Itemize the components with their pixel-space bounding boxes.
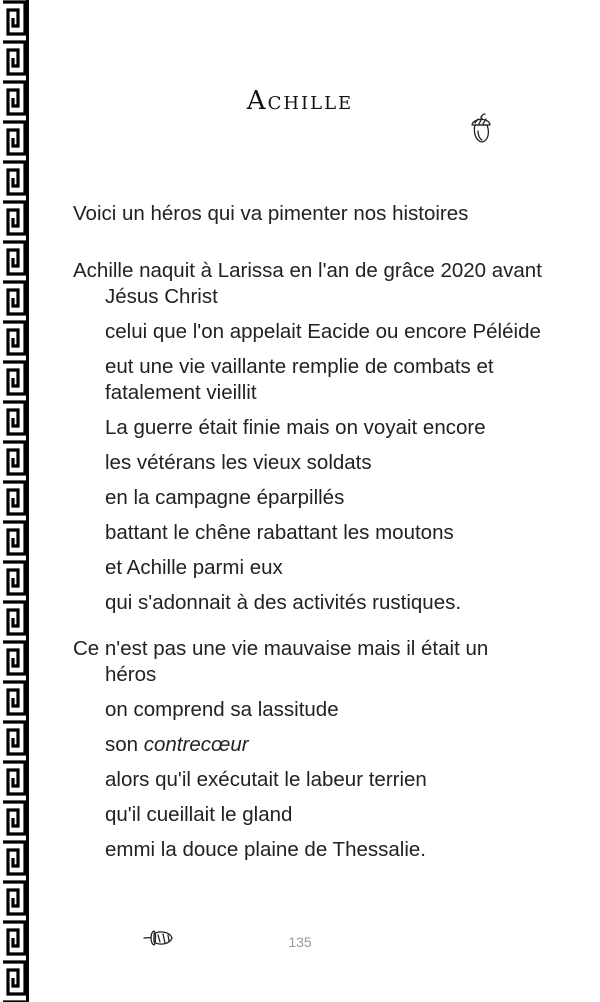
poem-line: en la campagne éparpillés	[105, 486, 345, 509]
poem-line: qui s'adonnait à des activités rustiques.	[105, 591, 462, 614]
stanza-3	[73, 636, 543, 863]
stanza-1	[73, 201, 543, 227]
acorn-icon	[466, 113, 496, 145]
poem-line: et Achille parmi eux	[105, 556, 283, 579]
poem-line: on comprend sa lassitude	[105, 698, 339, 721]
poem-line: les vétérans les vieux soldats	[105, 451, 372, 474]
italic-word: contrecœur	[143, 733, 249, 756]
poem-body	[73, 201, 543, 883]
poem-line: Achille naquit à Larissa en l'an de grâce 2020 avant Jésus Christ	[73, 259, 542, 308]
poem-line: qu'il cueillait le gland	[105, 803, 293, 826]
poem-line: eut une vie vaillante remplie de combats et fatalement vieillit	[105, 355, 494, 404]
poem-title: Achille	[246, 86, 354, 116]
poem-line-text: son	[105, 733, 144, 756]
poem-line: celui que l'on appelait Eacide ou encore Péléide	[105, 320, 541, 343]
stanza-2	[73, 258, 543, 616]
poem-line: Voici un héros qui va pimenter nos histoires	[73, 202, 469, 225]
page-number: 135	[288, 934, 312, 950]
poem-line: Ce n'est pas une vie mauvaise mais il était un héros	[73, 637, 489, 686]
poem-line	[105, 732, 543, 758]
poem-line: alors qu'il exécutait le labeur terrien	[105, 768, 427, 791]
poem-line: battant le chêne rabattant les moutons	[105, 521, 454, 544]
poem-line: emmi la douce plaine de Thessalie.	[105, 838, 426, 861]
poem-line: La guerre était finie mais on voyait encore	[105, 416, 486, 439]
greek-key-border	[0, 0, 30, 1002]
